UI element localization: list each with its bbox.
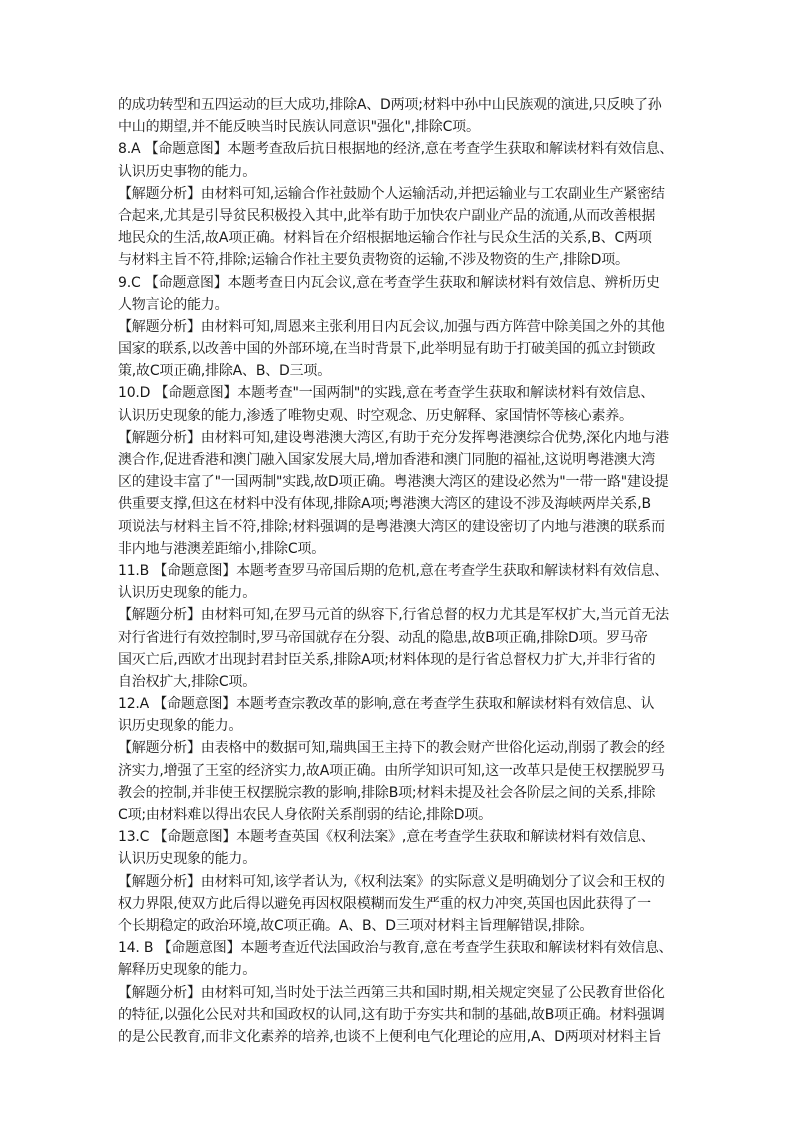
text-line: 自治权扩大,排除C项。	[118, 673, 257, 690]
text-line: 人物言论的能力。	[118, 296, 229, 313]
text-line: 12.A 【命题意图】本题考查宗教改革的影响,意在考查学生获取和解读材料有效信息、认	[118, 696, 655, 713]
text-line: 澳合作,促进香港和澳门融入国家发展大局,增加香港和澳门同胞的福祉,这说明粤港澳大湾	[118, 452, 656, 468]
text-line: 【解题分析】由材料可知,建设粤港澳大湾区,有助于充分发挥粤港澳综合优势,深化内地与港	[118, 429, 669, 446]
answer-explanation-text	[118, 94, 690, 1048]
text-line: 中山的期望,并不能反映当时民族认同意识"强化",排除C项。	[118, 119, 480, 136]
text-line: 的是公民教育,而非文化素养的培养,也谈不上便利电气化理论的应用,A、D两项对材料主旨	[118, 1028, 662, 1045]
text-line: 合起来,尤其是引导贫民积极投入其中,此举有助于加快农户副业产品的流通,从而改善根据	[118, 207, 656, 224]
text-line: 策,故C项正确,排除A、B、D三项。	[118, 363, 332, 380]
text-line: 认识历史事物的能力。	[118, 163, 256, 180]
text-line: 【解题分析】由表格中的数据可知,瑞典国王主持下的教会财产世俗化运动,削弱了教会的经	[118, 740, 665, 757]
text-line: 解释历史现象的能力。	[118, 962, 256, 979]
text-line: 的成功转型和五四运动的巨大成功,排除A、D两项;材料中孙中山民族观的演进,只反映了孙	[118, 97, 662, 113]
text-line: 权力界限,使双方此后得以避免再因权限模糊而发生严重的权力冲突,英国也因此获得了一	[118, 895, 651, 912]
text-line: 的特征,以强化公民对共和国政权的认同,这有助于夯实共和制的基础,故B项正确。材料强调	[118, 1006, 665, 1023]
text-line: 9.C 【命题意图】本题考查日内瓦会议,意在考查学生获取和解读材料有效信息、辨析历史	[118, 274, 660, 291]
text-line: C项;由材料难以得出农民人身依附关系削弱的结论,排除D项。	[118, 807, 492, 823]
text-line: 地民众的生活,故A项正确。材料旨在介绍根据地运输合作社与民众生活的关系,B、C两项	[118, 230, 652, 247]
text-line: 认识历史现象的能力。	[118, 851, 256, 868]
text-line: 与材料主旨不符,排除;运输合作社主要负责物资的运输,不涉及物资的生产,排除D项。	[118, 252, 629, 269]
text-line: 非内地与港澳差距缩小,排除C项。	[118, 540, 326, 557]
text-line: 8.A 【命题意图】本题考查敌后抗日根据地的经济,意在考查学生获取和解读材料有效信息、	[118, 141, 674, 158]
text-line: 14. B 【命题意图】本题考查近代法国政治与教育,意在考查学生获取和解读材料有效信息、	[118, 940, 673, 957]
text-line: 【解题分析】由材料可知,周恩来主张利用日内瓦会议,加强与西方阵营中除美国之外的其他	[118, 318, 665, 335]
text-line: 项说法与材料主旨不符,排除;材料强调的是粤港澳大湾区的建设密切了内地与港澳的联系而	[118, 518, 665, 535]
text-line: 【解题分析】由材料可知,运输合作社鼓励个人运输活动,并把运输业与工农副业生产紧密结	[118, 185, 665, 202]
text-line: 对行省进行有效控制时,罗马帝国就存在分裂、动乱的隐患,故B项正确,排除D项。罗马帝	[118, 629, 648, 646]
text-line: 认识历史现象的能力,渗透了唯物史观、时空观念、历史解释、家国情怀等核心素养。	[118, 407, 633, 424]
text-line: 国灭亡后,西欧才出现封君封臣关系,排除A项;材料体现的是行省总督权力扩大,并非行省的	[118, 651, 656, 668]
text-line: 11.B 【命题意图】本题考查罗马帝国后期的危机,意在考查学生获取和解读材料有效信息、	[118, 562, 669, 579]
text-line: 10.D 【命题意图】本题考查"一国两制"的实践,意在考查学生获取和解读材料有效信息、	[118, 385, 655, 402]
text-line: 13.C 【命题意图】本题考查英国《权利法案》,意在考查学生获取和解读材料有效信息、	[118, 829, 655, 846]
text-line: 个长期稳定的政治环境,故C项正确。A、B、D三项对材料主旨理解错误,排除。	[118, 917, 594, 934]
text-line: 区的建设丰富了"一国两制"实践,故D项正确。粤港澳大湾区的建设必然为"一带一路"建设提	[118, 474, 669, 491]
text-line: 【解题分析】由材料可知,该学者认为,《权利法案》的实际意义是明确划分了议会和王权的	[118, 873, 665, 890]
text-line: 供重要支撑,但这在材料中没有体现,排除A项;粤港澳大湾区的建设不涉及海峡两岸关系,B	[118, 496, 651, 513]
text-line: 认识历史现象的能力。	[118, 585, 256, 602]
text-line: 【解题分析】由材料可知,在罗马元首的纵容下,行省总督的权力尤其是军权扩大,当元首无法	[118, 607, 669, 624]
text-line: 教会的控制,并非使王权摆脱宗教的影响,排除B项;材料未提及社会各阶层之间的关系,排除	[118, 784, 656, 801]
text-line: 识历史现象的能力。	[118, 718, 243, 735]
text-line: 济实力,增强了王室的经济实力,故A项正确。由所学知识可知,这一改革只是使王权摆脱罗马	[118, 762, 665, 779]
text-line: 【解题分析】由材料可知,当时处于法兰西第三共和国时期,相关规定突显了公民教育世俗化	[118, 984, 665, 1001]
text-line: 国家的联系,以改善中国的外部环境,在当时背景下,此举明显有助于打破美国的孤立封锁政	[118, 341, 656, 358]
